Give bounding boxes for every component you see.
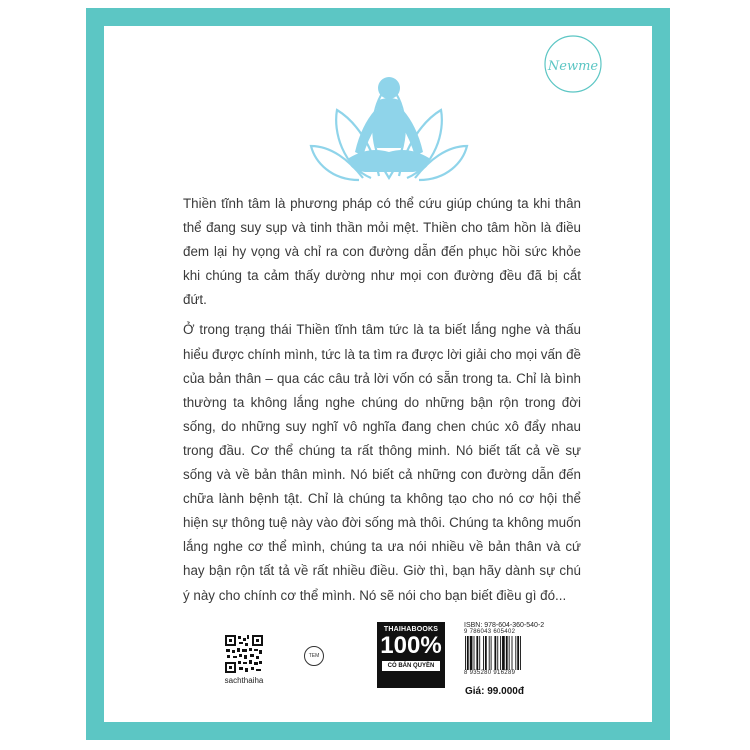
qr-block	[219, 634, 269, 685]
tem-seal: TEM	[304, 646, 324, 666]
isbn-label: ISBN: 978-604-360-540-2	[464, 622, 545, 629]
isbn-barcode-digits: 9 786043 605402	[464, 629, 516, 635]
publisher-name: Newme	[547, 59, 599, 74]
badge-percent: 100%	[380, 632, 442, 659]
price-label: Giá: 99.000đ	[465, 686, 524, 697]
copyright-badge	[377, 622, 445, 688]
qr-label: sachthaiha	[224, 676, 264, 685]
ean-barcode-digits: 8 935280 916289	[464, 670, 516, 676]
barcode-icon	[464, 636, 546, 670]
qr-code-icon	[224, 634, 264, 674]
paragraph-1: Thiền tĩnh tâm là phương pháp có thể cứu giúp chúng ta khi thân thể đang suy sụp và tinh thần mỏi mệt. Thiền cho tâm hồn là điều đem lại hy vọng và chỉ ra con đường dẫn đến phục hồi sức khỏe khi chúng ta cảm thấy dường như mọi con đường đều đã bị cắt đứt.	[183, 196, 581, 308]
paragraph-2: Ở trong trạng thái Thiền tĩnh tâm tức là ta biết lắng nghe và thấu hiểu được chính mình, tức là ta tìm ra được lời giải cho mọi vấn đề của bản thân – qua các câu trả lời vốn có sẵn trong ta. Chỉ là bình thường ta không lắng nghe chúng do những bận rộn trong đời sống, do những suy nghĩ vô nghĩa đang chen chúc xô đẩy nhau trong đầu. Cơ thể chúng ta rất thông minh. Nó biết tất cả về sự sống và về bản thân mình. Nó biết cả những con đường dẫn đến chữa lành bệnh tật. Chỉ là chúng ta không tạo cho nó cơ hội thể hiện sự thông tuệ này vào đời sống mà thôi. Chúng ta không muốn lắng nghe cơ thể mình, chúng ta ưa nói nhiều về bản thân và cứ hay bận rộn tất tả về rất nhiều điều. Giờ thì, bạn hãy dành sự chú ý này cho chính cơ thể mình. Nó sẽ nói cho bạn biết điều gì đó...	[183, 322, 581, 603]
publisher-logo-icon	[541, 32, 605, 96]
badge-brand: THAIHABOOKS	[383, 626, 439, 633]
description-text	[183, 192, 581, 608]
barcode-block	[464, 622, 546, 676]
cover-inner-panel	[104, 26, 652, 722]
book-back-cover	[86, 8, 670, 740]
badge-note: CÓ BẢN QUYỀN	[382, 661, 440, 671]
meditating-figure-lotus-icon	[309, 66, 469, 196]
